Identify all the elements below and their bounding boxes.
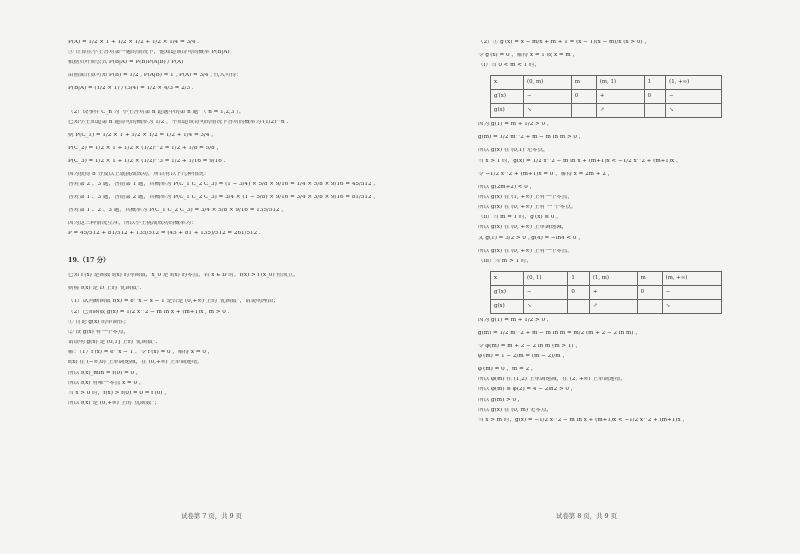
text-line: P(A) = 1/2 × 1 + 1/2 × 1/2 + 1/2 × 1/4 = 3/4 . <box>68 40 199 45</box>
text-line: 所以 g(m) > 0 ， <box>478 397 524 403</box>
table-cell: ↗ <box>589 299 637 313</box>
table-cell: (0, 1) <box>524 271 568 285</box>
text-line: g(m) = 1/2 m^2 + m − m ln m > 0 ， <box>478 135 585 141</box>
table-cell: m <box>637 271 662 285</box>
text-line: 答对第 1 、2 、3 题，其概率为 P(C_1 C_2 C_3) = 3/4 × 5/8 × 9/16 = 135/512 ， <box>68 207 287 213</box>
text-line: （i）当 0 < m < 1 时， <box>478 63 541 69</box>
table-row <box>491 76 722 90</box>
text-line: （2）① g′(x) = x − m/x + m + 1 = (x − 1)(x − m)/x (x > 0) ， <box>478 40 650 45</box>
text-line: 由前面计算可知 P(B) = 1/2 , P(A|B) = 1 , P(A) = 3/4 , 代入可得： <box>68 73 242 79</box>
table-cell: g′(x) <box>491 90 524 104</box>
text-line: 所以 φ(m) 在 (1,2) 上单调递减，在 (2, +∞) 上单调递增， <box>478 377 626 383</box>
table-cell: (0, m) <box>524 76 572 90</box>
table-cell: 0 <box>568 285 590 299</box>
text-line: 因为 g(1) = m + 1/2 > 0 ， <box>478 122 553 128</box>
text-line: P(C_3) = 1/2 × 1 + 1/2 × (1/2)^3 = 1/2 + 1/16 = 9/16 . <box>68 158 226 164</box>
table-row <box>491 90 722 104</box>
right-column <box>478 40 778 431</box>
table-row <box>491 285 722 299</box>
text-line: 答对第 1 、3 题，答错第 2 题，其概率为 P(C_1 C̄_2 C_3) = 3/4 × (1 − 5/8) × 9/16 = 3/4 × 3/8 × 9/16 = 81/512 ， <box>68 194 379 200</box>
table-cell: (m, 1) <box>596 76 644 90</box>
table-cell: g(x) <box>491 104 524 118</box>
table-cell: 0 <box>644 90 666 104</box>
table-row <box>491 104 722 118</box>
text-line: 令 g′(x) = 0 ，解得 x = 1 或 x = m ， <box>478 53 579 58</box>
page-footer-left: 试卷第 7 页，共 9 页 <box>181 512 242 520</box>
variation-table-2 <box>490 271 722 314</box>
text-line: 当 x > m 时，g(x) = −1/2 x^2 − m ln x + (m+1)x < −1/2 x^2 + (m+1)x ， <box>478 418 689 423</box>
table-cell: g′(x) <box>491 285 524 299</box>
variation-table-1 <box>490 75 722 118</box>
table-cell: (1, m) <box>589 271 637 285</box>
page-footer-right: 试卷第 8 页，共 9 页 <box>556 512 617 520</box>
text-line: φ′(m) = 1 − 2/m = (m − 2)/m ， <box>478 354 568 360</box>
text-line: 又 g(1) = 3/2 > 0 , g(4) = −ln4 < 0 ， <box>478 235 584 241</box>
text-line: 所以 φ(m) ≥ φ(2) = 4 − 2ln2 > 0 ， <box>478 387 577 393</box>
text-line: P(C_2) = 1/2 × 1 + 1/2 × (1/2)^2 = 1/2 + 1/8 = 5/8 ， <box>68 145 223 151</box>
table-cell: (1, +∞) <box>666 76 722 90</box>
text-line: f(x) 在 (−∞,0) 上单调递减，在 (0,+∞) 上单调递增， <box>68 360 203 366</box>
text-line: P = 45/512 + 81/512 + 135/512 = (45 + 81 + 135)/512 = 261/512 . <box>68 231 261 237</box>
text-line: ① 讨论 g(x) 的单调性； <box>68 319 130 325</box>
text-line: （2）设事件 C_n 为“小王答对第 n 道题中的第 n 题”（ n = 1,2,3 ）， <box>68 109 245 115</box>
text-line: 所以 f(x) 有唯一零点 x = 0 ， <box>68 380 145 386</box>
table-cell: ↘ <box>524 104 572 118</box>
table-cell: − <box>524 90 572 104</box>
text-line: 所以 g(x) 在 (1, +∞) 上有一个零点， <box>478 194 573 200</box>
text-line: 所以 g(x) 在 (0, m) 无零点， <box>478 407 553 413</box>
table-cell: − <box>666 90 722 104</box>
table-cell <box>637 299 662 313</box>
text-line: 因为获得 8 分及以上就挑战成功，所以有以下几种情况： <box>68 171 210 177</box>
text-line: 请证明 g(x) 是 (0,1] 上的“优函数”. <box>68 340 158 346</box>
table-cell: 0 <box>571 90 596 104</box>
table-cell: − <box>662 285 721 299</box>
table-cell: ↘ <box>662 299 721 313</box>
table-cell: + <box>596 90 644 104</box>
text-line: 因为这三种情况互斥，所以小王挑战成功的概率为： <box>68 220 197 226</box>
table-cell <box>644 104 666 118</box>
table-cell: 1 <box>644 76 666 90</box>
text-line: φ′(m) = 0 ，m = 2 ， <box>478 367 537 373</box>
text-line: 所以 g(x) 在 (0, +∞) 上有一个零点。 <box>478 248 573 254</box>
table-cell: − <box>524 285 568 299</box>
text-line: P(B|A) = (1/2 × 1) / (3/4) = 1/2 × 4/3 = 2/3 . <box>68 86 194 92</box>
left-column <box>68 40 438 411</box>
table-cell: x <box>491 271 524 285</box>
text-line: 所以 g(x) 在 (0,1) 无零点， <box>478 148 549 154</box>
text-line: 当 x > 0 时，f(x) > f(0) = 0 = f′(0) ， <box>68 391 170 396</box>
text-line: 则 P(C_1) = 1/2 × 1 + 1/2 × 1/2 = 1/2 + 1/4 = 3/4 ， <box>68 132 217 138</box>
text-line: （ii）当 m = 1 时，g′(x) ≤ 0 ， <box>478 215 562 221</box>
text-line: 所以 g(2m+2) < 0 ， <box>478 184 536 190</box>
text-line: 则称 f(x) 是 D 上的“优函数”. <box>68 286 142 292</box>
text-line <box>68 99 438 109</box>
table-cell: x <box>491 76 524 90</box>
text-line: 令 −1/2 x^2 + (m+1)x = 0 ，解得 x = 2m + 2 ， <box>478 171 614 177</box>
text-line: 当 x > 1 时，g(x) = 1/2 x^2 − m ln x + (m+1)x < −1/2 x^2 + (m+1)x ， <box>478 158 682 164</box>
table-cell: 0 <box>637 285 662 299</box>
text-line: 解：（1）f′(x) = e^x − 1 ，令 f′(x) = 0 ，解得 x = 0 ， <box>68 350 214 356</box>
text-line: 所以 f(x) 是 (0,+∞) 上的“优函数”； <box>68 401 160 407</box>
text-line: 所以 g(x) 在 (0, +∞) 上有 一 个零点。 <box>478 204 577 210</box>
table-cell: ↘ <box>666 104 722 118</box>
table-row <box>491 271 722 285</box>
text-line: 令 φ(m) = m + 2 − 2 ln m (m > 1) ， <box>478 343 581 349</box>
table-cell <box>571 104 596 118</box>
table-cell: + <box>589 285 637 299</box>
text-line: ② 设 g(x) 有一个零点， <box>68 329 130 335</box>
table-cell: 1 <box>568 271 590 285</box>
text-line: 答对第 2 、3 题，答错第 1 题，其概率为 P(C̄_1 C_2 C_3) = (1 − 3/4) × 5/8 × 9/16 = 1/4 × 5/8 × 9/16 = 45/512 ， <box>68 181 379 187</box>
text-line: （iii）当 m > 1 时， <box>478 258 532 264</box>
table-cell: m <box>571 76 596 90</box>
text-line: 根据贝叶斯公式 P(B|A) = P(B)P(A|B) / P(A) <box>68 60 184 66</box>
text-line: 所以 f(x)_min = f(0) = 0 ， <box>68 370 142 376</box>
text-line: 已知 f′(x) 是函数 f(x) 的导函数，x_0 是 f(x) 的零点，若 x ∈ D 时，f(x) > f′(x_0) 恒成立， <box>68 273 299 279</box>
text-line: （1）试判断函数 f(x) = e^x − x − 1 是否是 (0,+∞) 上的“优函数”，请说明理由； <box>68 299 279 305</box>
text-line: 已知小王知道第 n 题诗句的概率为 1/2 ，不知道该诗句的情况下答对的概率为 (1/2)^n . <box>68 119 289 125</box>
text-line: （2）已知函数 g(x) = 1/2 x^2 − m ln x + (m+1)x , m > 0 . <box>68 309 230 315</box>
table-cell: (m, +∞) <box>662 271 721 285</box>
table-row <box>491 299 722 313</box>
table-cell: ↘ <box>524 299 568 313</box>
table-cell <box>568 299 590 313</box>
table-cell: g(x) <box>491 299 524 313</box>
table-cell: ↗ <box>596 104 644 118</box>
text-line: 所以 g(x) 在 (0, +∞) 上单调递减， <box>478 225 568 231</box>
question-heading: 19.（17 分） <box>68 256 110 265</box>
text-line: g(m) = 1/2 m^2 + m − m ln m = m/2 (m + 2 − 2 ln m) ， <box>478 330 641 336</box>
text-line: ③ 计算在小王答对第一题的情况下，他知道该诗句的概率 P(B|A) <box>68 50 230 56</box>
text-line <box>68 244 438 254</box>
text-line: 因为 g(1) = m + 1/2 > 0 ， <box>478 317 553 323</box>
